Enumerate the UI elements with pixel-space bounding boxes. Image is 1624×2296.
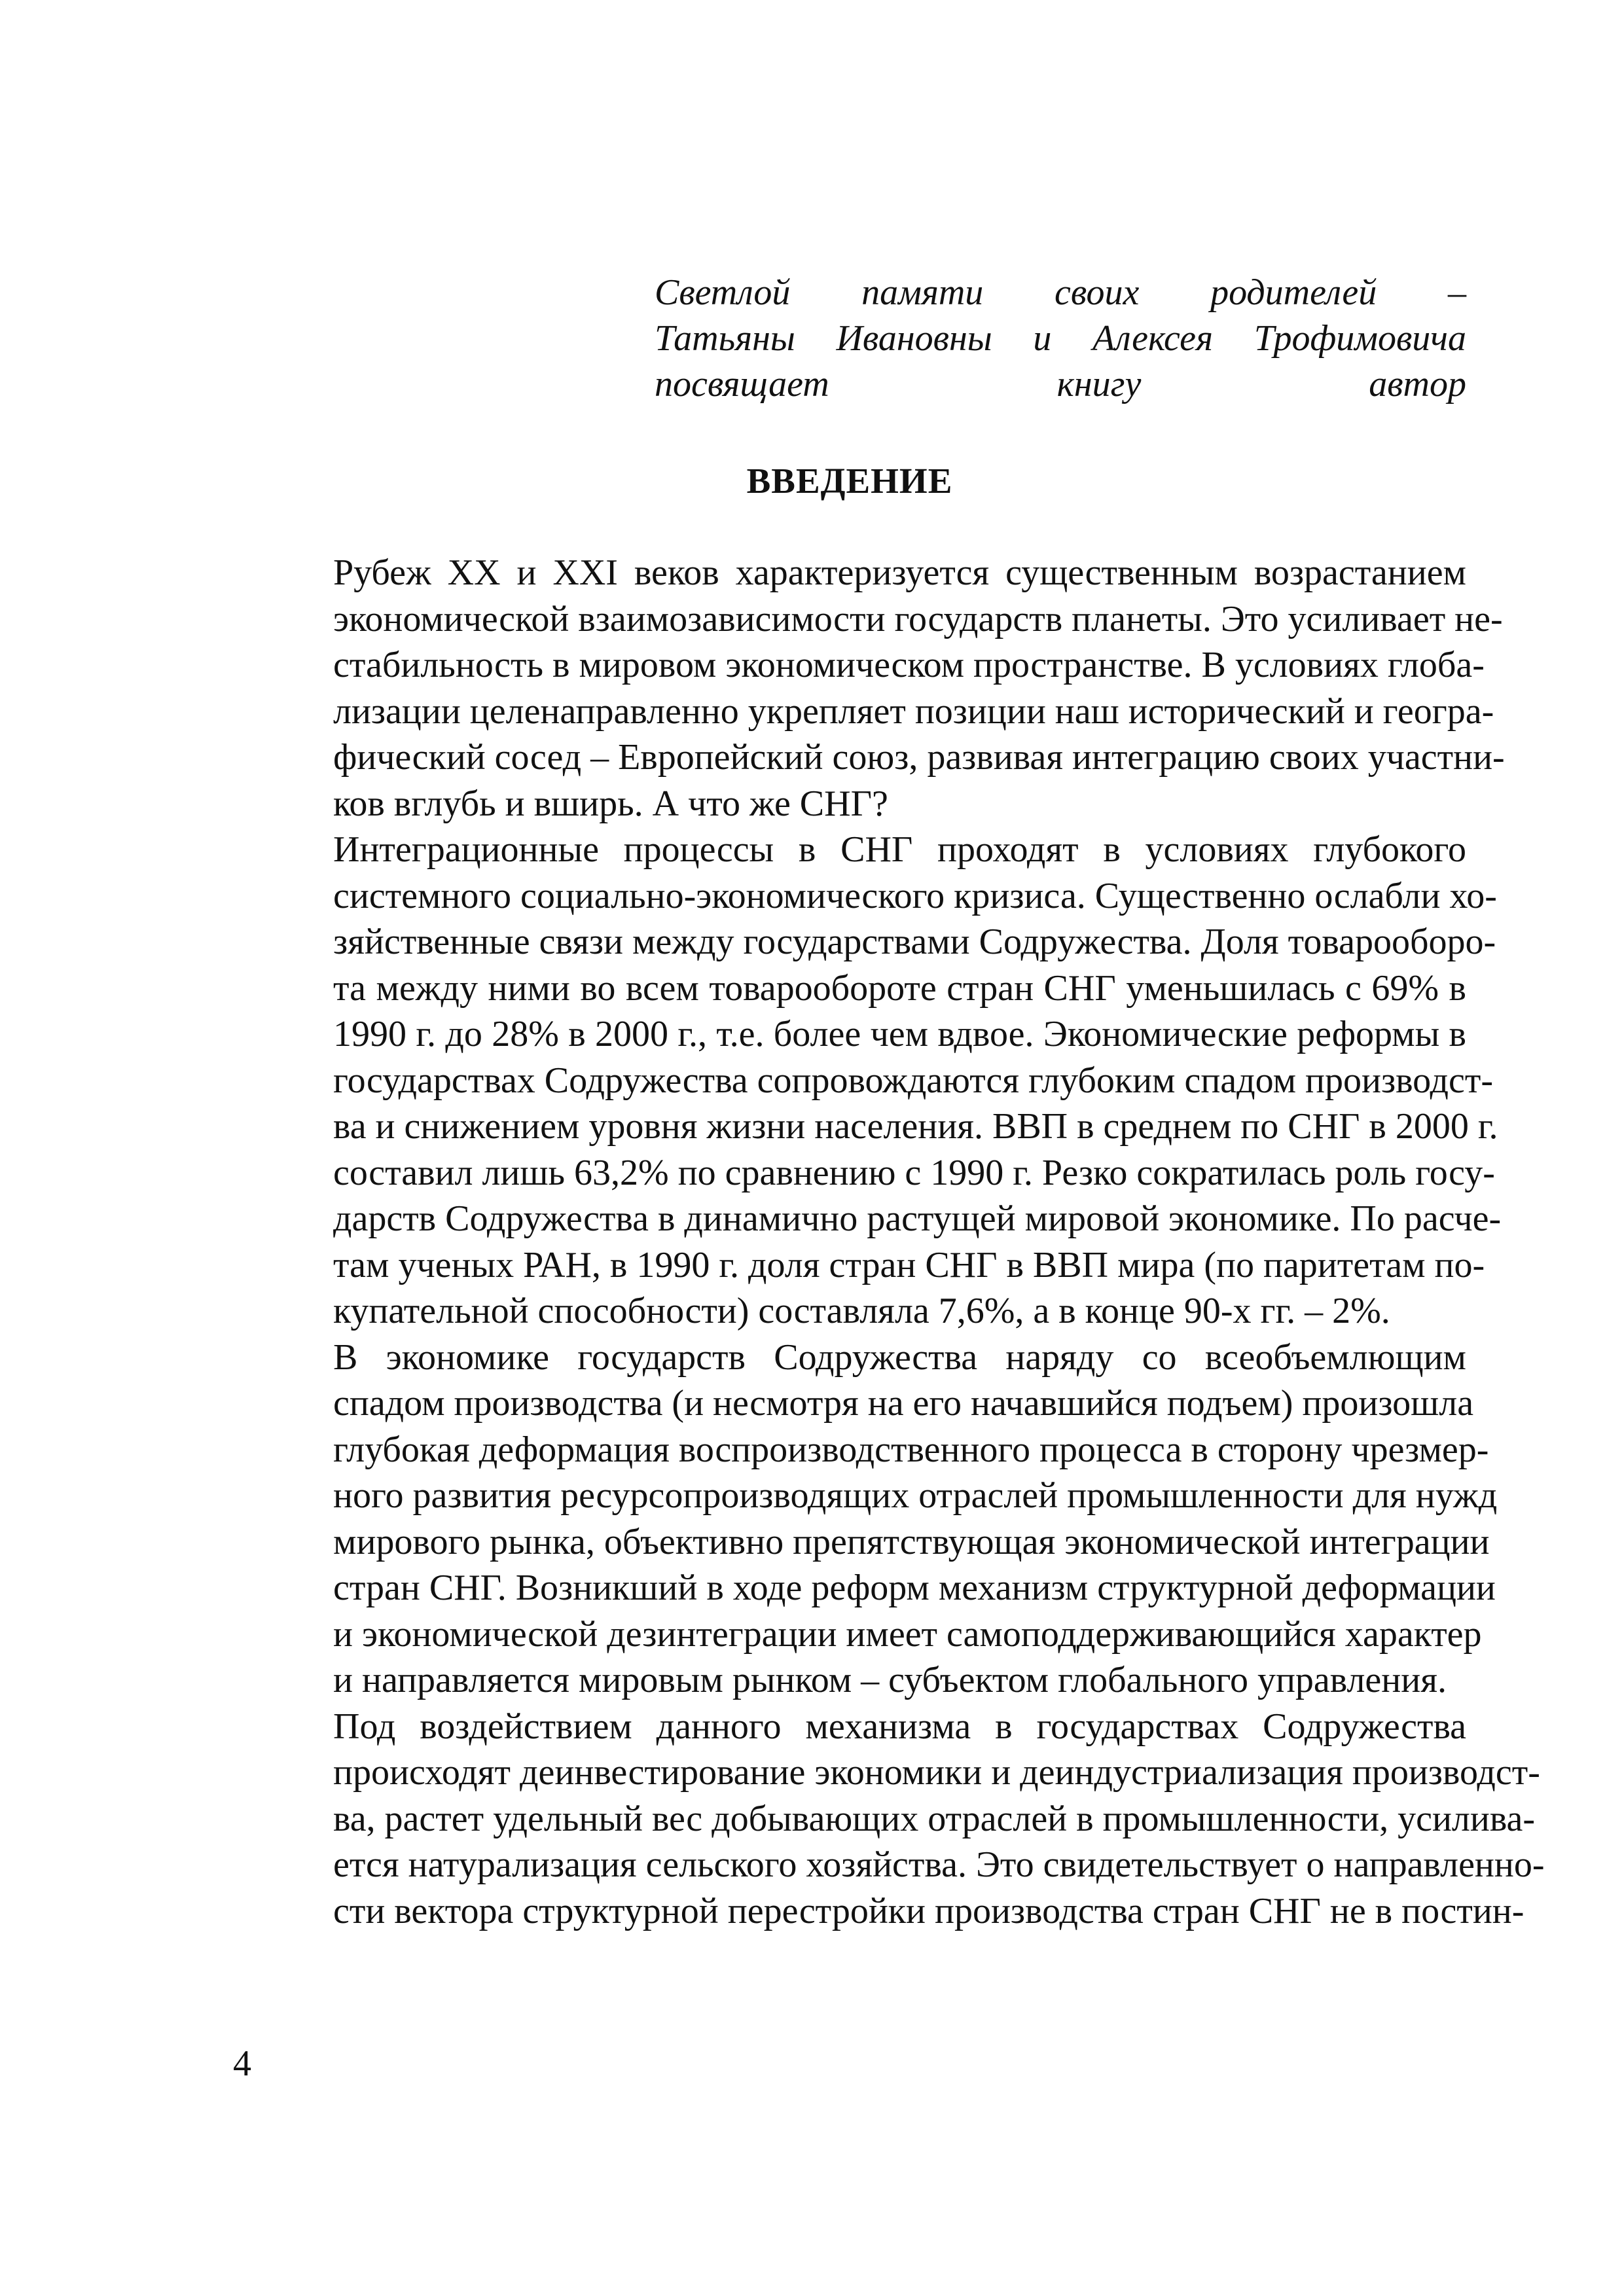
text-line: составил лишь 63,2% по сравнению с 1990 г. Резко сократилась роль госу- [333, 1152, 1495, 1193]
text-line: лизации целенаправленно укрепляет позиции наш исторический и геогра- [333, 691, 1494, 732]
text-line: ется натурализация сельского хозяйства. Это свидетельствует о направленно- [333, 1844, 1545, 1885]
text-line: и направляется мировым рынком – субъектом глобального управления. [333, 1660, 1447, 1700]
paragraph-2 [233, 827, 1502, 1335]
dedication-line: посвящает книгу автор [655, 364, 1466, 404]
text-line: Под воздействием данного механизма в государствах Содружества [333, 1706, 1466, 1747]
page-number: 4 [233, 2043, 251, 2084]
text-line: В экономике государств Содружества наряду со всеобъемлющим [333, 1336, 1466, 1378]
text-line: купательной способности) составляла 7,6%, а в конце 90-х гг. – 2%. [333, 1291, 1390, 1331]
text-line: государствах Содружества сопровождаются глубоким спадом производст- [333, 1060, 1493, 1101]
text-line: мирового рынка, объективно препятствующая экономической интеграции [333, 1521, 1490, 1562]
paragraph-4 [233, 1704, 1545, 1935]
dedication-line: Татьяны Ивановны и Алексея Трофимовича [655, 318, 1466, 359]
text-line: ков вглубь и вширь. А что же СНГ? [333, 783, 888, 824]
text-line: ва и снижением уровня жизни населения. ВВП в среднем по СНГ в 2000 г. [333, 1106, 1498, 1147]
text-line: дарств Содружества в динамично растущей мировой экономике. По расче- [333, 1198, 1502, 1239]
text-line: сти вектора структурной перестройки производства стран СНГ не в постин- [333, 1890, 1525, 1931]
body-text [233, 550, 1545, 1934]
dedication-line: Светлой памяти своих родителей – [655, 272, 1466, 313]
text-line: там ученых РАН, в 1990 г. доля стран СНГ в ВВП мира (по паритетам по- [333, 1244, 1485, 1285]
text-line: происходят деинвестирование экономики и деиндустриализация производст- [333, 1752, 1540, 1793]
text-line: ного развития ресурсопроизводящих отраслей промышленности для нужд [333, 1475, 1498, 1516]
text-line: ва, растет удельный вес добывающих отраслей в промышленности, усилива- [333, 1798, 1536, 1839]
text-line: глубокая деформация воспроизводственного процесса в сторону чрезмер- [333, 1429, 1489, 1470]
text-line: и экономической дезинтеграции имеет самоподдерживающийся характер [333, 1613, 1482, 1655]
text-line: экономической взаимозависимости государств планеты. Это усиливает не- [333, 598, 1503, 639]
text-line: стабильность в мировом экономическом пространстве. В условиях глоба- [333, 645, 1485, 685]
text-line: системного социально-экономического кризиса. Существенно ослабли хо- [333, 875, 1497, 916]
section-heading: ВВЕДЕНИЕ [746, 461, 953, 501]
text-line: Интеграционные процессы в СНГ проходят в условиях глубокого [333, 829, 1466, 870]
text-line: Рубеж XX и XXI веков характеризуется существенным возрастанием [333, 552, 1466, 593]
text-line: спадом производства (и несмотря на его начавшийся подъем) произошла [333, 1383, 1474, 1424]
dedication [655, 270, 1466, 407]
paragraph-3 [233, 1335, 1498, 1704]
text-line: зяйственные связи между государствами Содружества. Доля товарооборо- [333, 922, 1496, 962]
text-line: стран СНГ. Возникший в ходе реформ механизм структурной деформации [333, 1568, 1496, 1608]
text-line: фический сосед – Европейский союз, развивая интеграцию своих участни- [333, 737, 1505, 778]
text-line: 1990 г. до 28% в 2000 г., т.е. более чем вдвое. Экономические реформы в [333, 1014, 1466, 1054]
text-line: та между ними во всем товарообороте стран СНГ уменьшилась с 69% в [333, 967, 1466, 1009]
paragraph-1 [233, 550, 1505, 827]
